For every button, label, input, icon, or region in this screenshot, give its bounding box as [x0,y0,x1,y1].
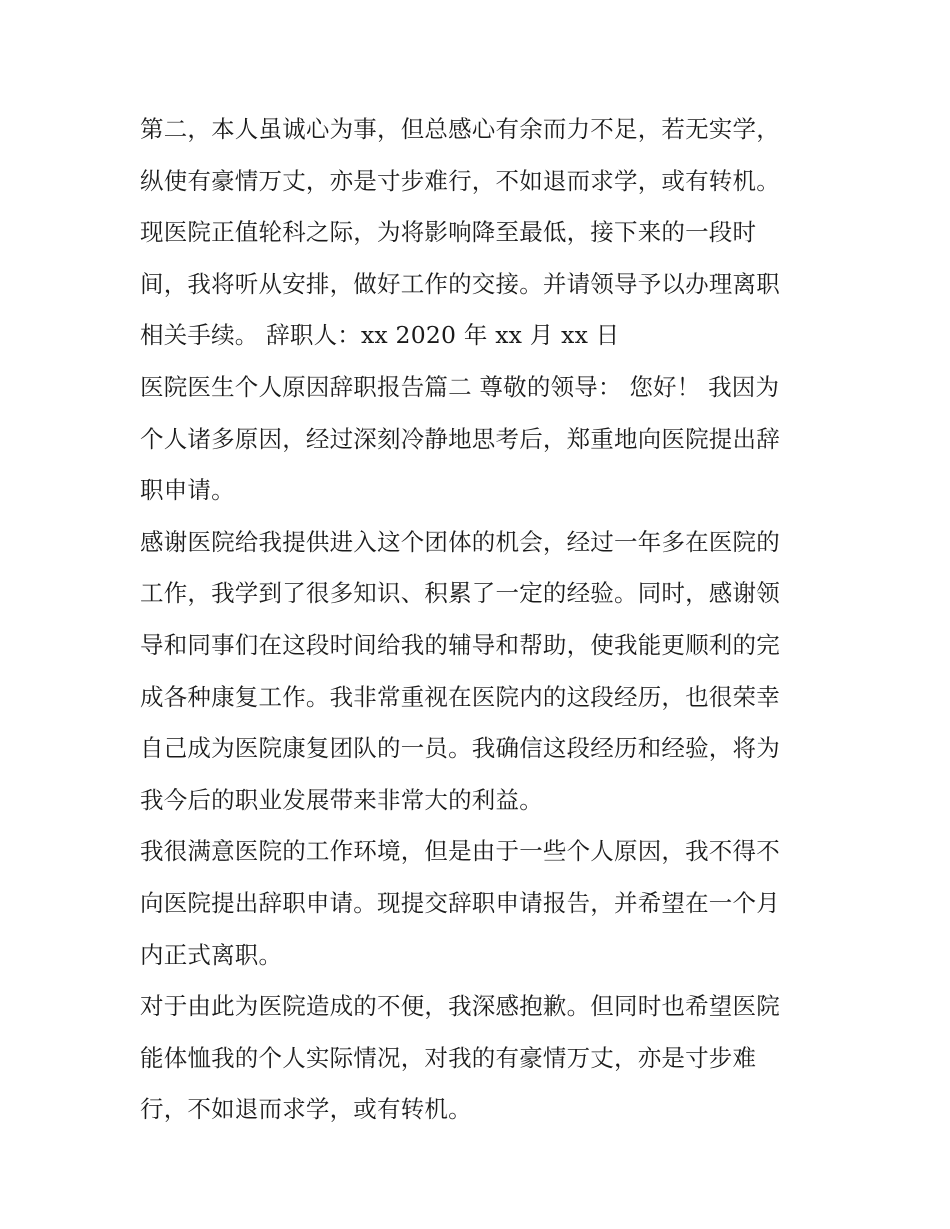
document-body [140,104,820,1136]
text-line: 个人诸多原因，经过深刻冷静地思考后，郑重地向医院提出辞 [140,424,780,453]
text-line: 对于由此为医院造成的不便，我深感抱歉。但同时也希望医院 [140,992,780,1021]
text-line: 感谢医院给我提供进入这个团体的机会，经过一年多在医院的 [140,527,780,556]
text-line: 向医院提出辞职申请。现提交辞职申请报告，并希望在一个月 [140,888,780,917]
text-line: 工作，我学到了很多知识、积累了一定的经验。同时，感谢领 [140,579,780,608]
section-title-line: 医院医生个人原因辞职报告篇二 尊敬的领导： 您好！ 我因为 [140,372,780,401]
text-line: 成各种康复工作。我非常重视在医院内的这段经历，也很荣幸 [140,682,780,711]
text-line: 行，不如退而求学，或有转机。 [140,1095,472,1124]
text-line: 第二，本人虽诚心为事，但总感心有余而力不足，若无实学， [140,115,780,143]
text-line: 我今后的职业发展带来非常大的利益。 [140,785,543,814]
text-line: 内正式离职。 [140,940,283,969]
text-line: 自己成为医院康复团队的一员。我确信这段经历和经验，将为 [140,734,780,763]
text-line: 纵使有豪情万丈，亦是寸步难行，不如退而求学，或有转机。 [140,166,780,195]
text-line: 导和同事们在这段时间给我的辅导和帮助，使我能更顺利的完 [140,630,780,659]
text-line: 能体恤我的个人实际情况，对我的有豪情万丈，亦是寸步难 [140,1043,757,1072]
text-line: 现医院正值轮科之际，为将影响降至最低，接下来的一段时 [140,218,757,247]
text-line: 间，我将听从安排，做好工作的交接。并请领导予以办理离职 [140,269,780,298]
text-line: 我很满意医院的工作环境，但是由于一些个人原因，我不得不 [140,837,780,866]
text-line: 职申请。 [140,476,235,505]
signature-line: 相关手续。 辞职人：xx 2020 年 xx 月 xx 日 [140,321,620,350]
